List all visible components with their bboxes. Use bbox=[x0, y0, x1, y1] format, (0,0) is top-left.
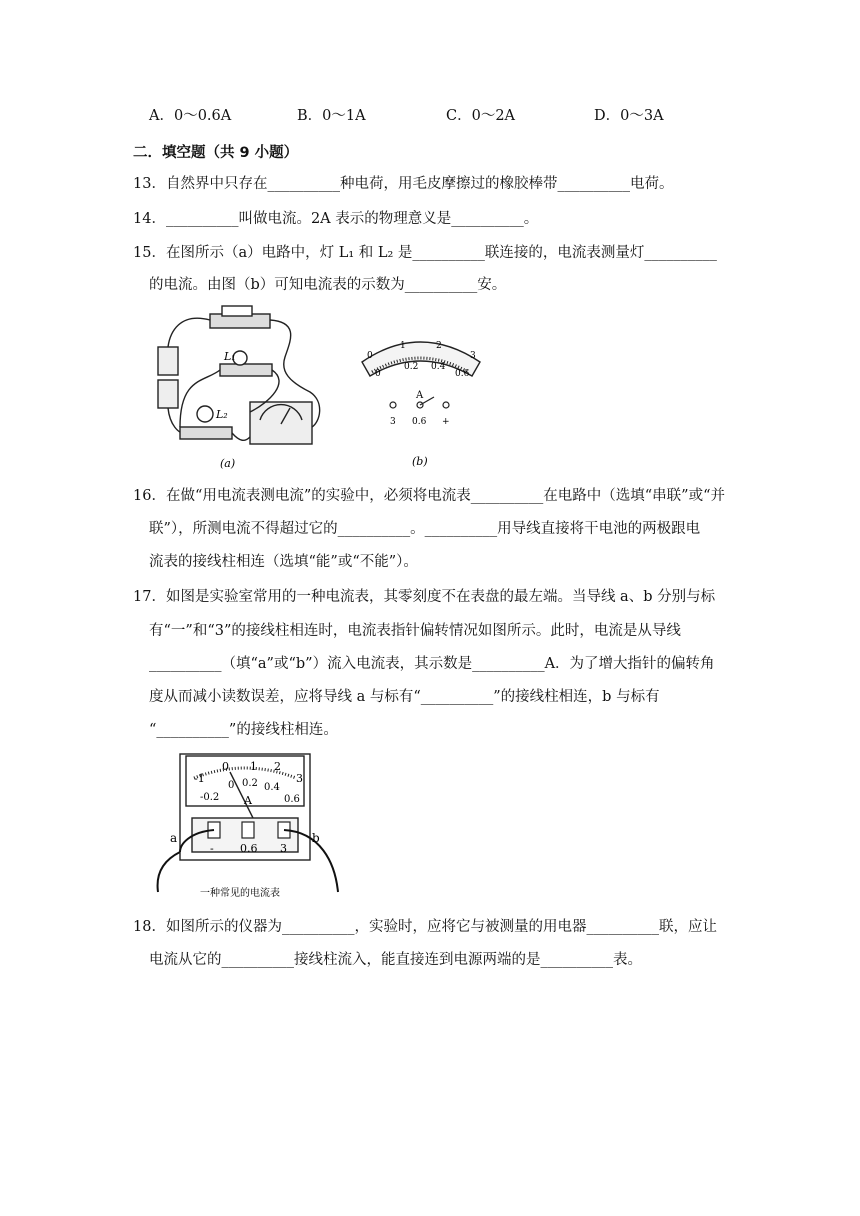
question-16-line2: 联”），所测电流不得超过它的__________。__________用导线直接将干电池的两极跟电 bbox=[149, 521, 701, 537]
question-18-line1: 18．如图所示的仪器为__________，实验时，应将它与被测量的用电器__________联，应让 bbox=[133, 919, 717, 935]
dial-b-bottom-2: 0.4 bbox=[431, 362, 446, 372]
figure-15 bbox=[150, 302, 510, 474]
terminal-minus: - bbox=[210, 842, 214, 855]
question-13: 13．自然界中只存在__________种电荷，用毛皮摩擦过的橡胶棒带__________电荷。 bbox=[133, 176, 674, 192]
dial-b-bottom-3: 0.6 bbox=[455, 369, 470, 379]
option-a: A．0～0.6A bbox=[149, 108, 232, 124]
question-18-line2: 电流从它的__________接线柱流入，能直接连到电源两端的是__________表。 bbox=[149, 952, 642, 968]
scale-top-3: 3 bbox=[296, 772, 303, 785]
scale-bottom-04: 0.4 bbox=[264, 782, 280, 793]
scale-bottom-0: 0 bbox=[228, 780, 235, 791]
lamp-l1-label: L₁ bbox=[224, 350, 236, 363]
dial-b-top-1: 1 bbox=[400, 341, 406, 351]
question-15-line1: 15．在图所示（a）电路中，灯 L₁ 和 L₂ 是__________联连接的，电流表测量灯__________ bbox=[133, 245, 717, 261]
scale-top-1: 1 bbox=[250, 760, 257, 773]
question-14: 14．__________叫做电流。2A 表示的物理意义是__________。 bbox=[133, 211, 539, 227]
dial-b-terminal-plus: + bbox=[442, 417, 450, 427]
figure-17-ammeter bbox=[150, 752, 350, 902]
wire-a-label: a bbox=[170, 831, 178, 845]
figure-17-caption: 一种常见的电流表 bbox=[200, 888, 280, 899]
scale-top-n1: -1 bbox=[194, 772, 205, 785]
scale-top-2: 2 bbox=[274, 760, 281, 773]
question-17-line5: “__________”的接线柱相连。 bbox=[149, 722, 338, 738]
scale-bottom-n02: -0.2 bbox=[200, 792, 220, 803]
section-title: 二．填空题（共 9 小题） bbox=[133, 145, 299, 161]
question-17-line3: __________（填“a”或“b”）流入电流表，其示数是__________A．为了增大指针的偏转角 bbox=[149, 656, 715, 672]
scale-bottom-02: 0.2 bbox=[242, 778, 258, 789]
dial-b-terminal-06: 0.6 bbox=[412, 417, 427, 427]
ammeter-unit: A bbox=[244, 794, 252, 807]
terminal-06: 0.6 bbox=[240, 842, 258, 855]
figure-b-label: (b) bbox=[412, 455, 428, 468]
scale-bottom-06: 0.6 bbox=[284, 794, 300, 805]
lamp-l2-label: L₂ bbox=[216, 408, 228, 421]
dial-b-terminal-3: 3 bbox=[390, 417, 396, 427]
wire-b-label: b bbox=[312, 831, 320, 845]
dial-b-top-2: 2 bbox=[436, 341, 442, 351]
option-b: B．0～1A bbox=[297, 108, 366, 124]
dial-b-unit: A bbox=[416, 390, 424, 401]
question-15-line2: 的电流。由图（b）可知电流表的示数为__________安。 bbox=[149, 277, 507, 293]
option-d: D．0～3A bbox=[594, 108, 664, 124]
figure-a-label: (a) bbox=[220, 457, 236, 470]
question-17-line4: 度从而减小读数误差，应将导线 a 与标有“__________”的接线柱相连，b 与标有 bbox=[149, 689, 660, 705]
dial-b-top-3: 3 bbox=[470, 351, 476, 361]
question-17-line2: 有“一”和“3”的接线柱相连时，电流表指针偏转情况如图所示。此时，电流是从导线 bbox=[149, 623, 681, 639]
terminal-3: 3 bbox=[280, 842, 287, 855]
question-16-line3: 流表的接线柱相连（选填“能”或“不能”）。 bbox=[149, 554, 418, 570]
question-17-line1: 17．如图是实验室常用的一种电流表，其零刻度不在表盘的最左端。当导线 a、b 分别与标 bbox=[133, 589, 716, 605]
option-c: C．0～2A bbox=[446, 108, 516, 124]
dial-b-top-0: 0 bbox=[367, 351, 373, 361]
scale-top-0: 0 bbox=[222, 760, 229, 773]
dial-b-bottom-1: 0.2 bbox=[404, 362, 419, 372]
dial-b-bottom-0: 0 bbox=[375, 369, 381, 379]
ammeter-terminals bbox=[208, 822, 290, 838]
question-16-line1: 16．在做“用电流表测电流”的实验中，必须将电流表__________在电路中（选填“串联”或“并 bbox=[133, 488, 726, 504]
circuit-diagram-a bbox=[158, 306, 320, 444]
